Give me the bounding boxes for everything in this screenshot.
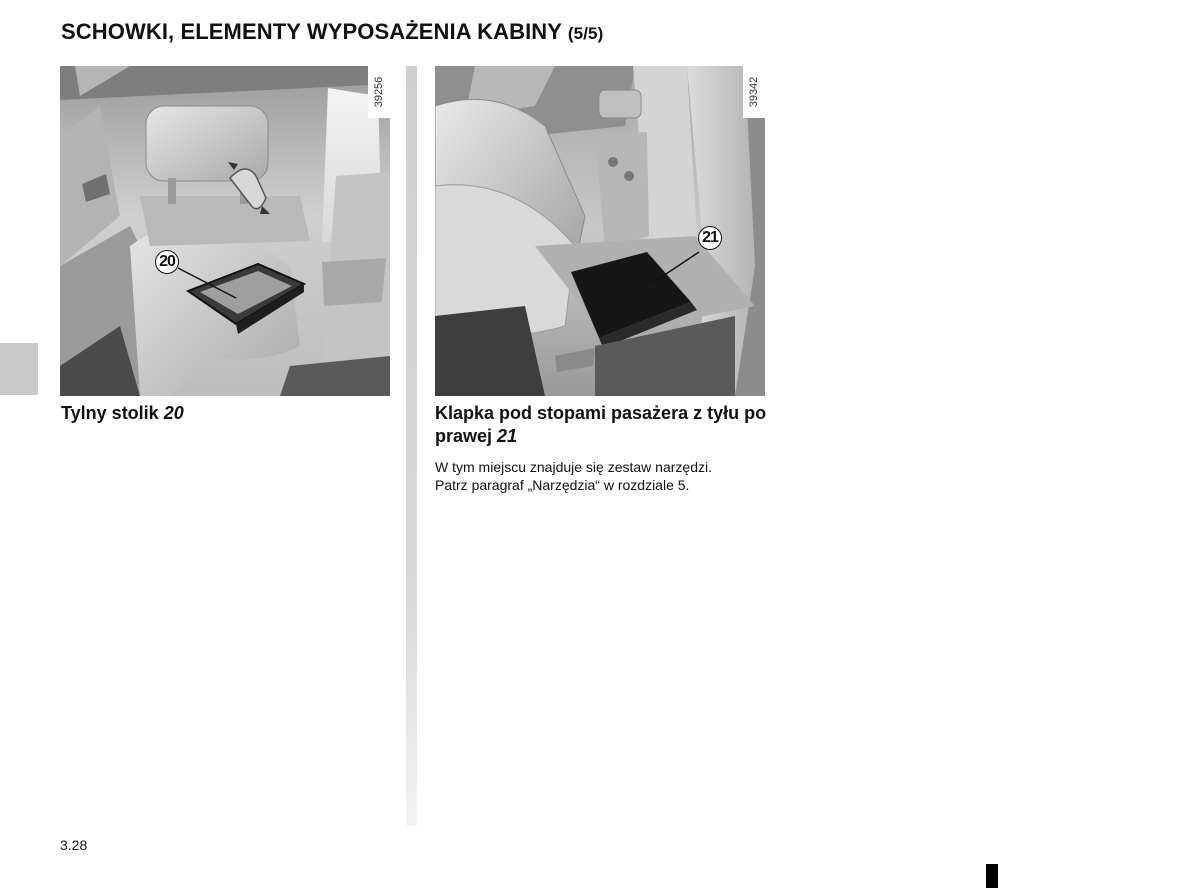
callout-marker: 21 — [698, 226, 722, 250]
page-title — [61, 19, 603, 45]
section-tab — [0, 343, 38, 395]
figure-reference-code: 39342 — [743, 66, 765, 118]
description-line: Patrz paragraf „Narzędzia“ w rozdziale 5. — [435, 477, 690, 493]
page-title-text: SCHOWKI, ELEMENTY WYPOSAŻENIA KABINY — [61, 19, 562, 44]
callout-marker: 20 — [155, 250, 179, 274]
description-line: W tym miejscu znajduje się zestaw narzędzi. — [435, 459, 712, 475]
floor-flap-description — [435, 458, 780, 494]
figure-reference-code: 39256 — [368, 66, 390, 118]
floor-flap-photo — [435, 66, 765, 396]
rear-table-photo — [60, 66, 390, 396]
rear-table-caption: Tylny stolik 20 — [61, 403, 184, 423]
page-title-counter: (5/5) — [567, 24, 604, 43]
corner-mark — [986, 864, 998, 888]
floor-flap-caption: Klapka pod stopami pasażera z tyłu po prawej 21 — [435, 403, 767, 446]
page-number: 3.28 — [60, 837, 88, 853]
rear-table-illustration — [60, 66, 390, 396]
column-divider — [406, 66, 417, 826]
